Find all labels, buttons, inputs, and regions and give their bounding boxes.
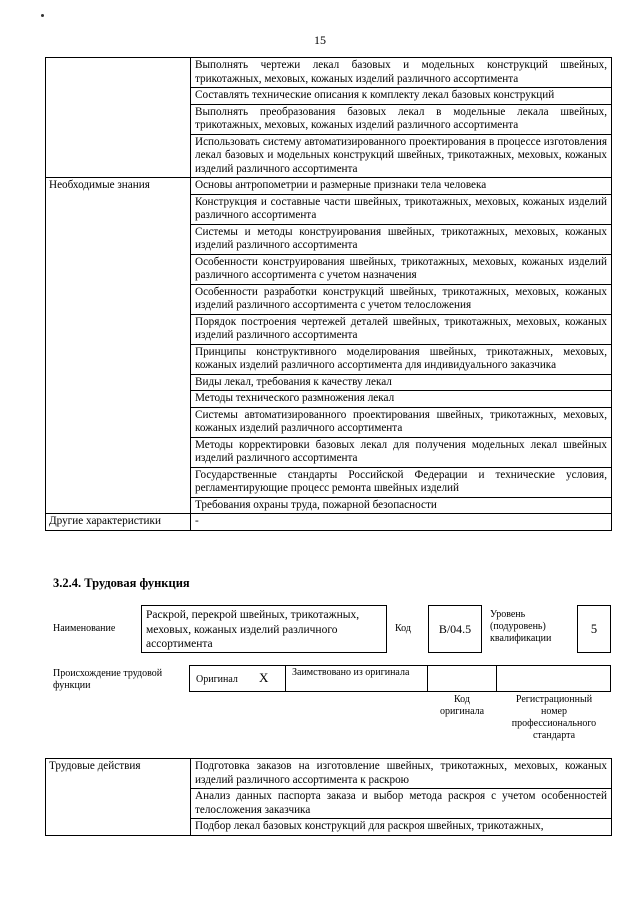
other-label: Другие характеристики xyxy=(46,514,191,531)
knowledge-item: Методы технического размножения лекал xyxy=(191,391,612,408)
function-name-box: Раскрой, перекрой швейных, трикотажных, меховых, кожаных изделий различного ассортимента xyxy=(141,605,387,653)
code-box: B/04.5 xyxy=(428,605,482,653)
knowledge-item: Основы антропометрии и размерные признаки тела человека xyxy=(191,178,612,195)
skill-item: Составлять технические описания к комплекту лекал базовых конструкций xyxy=(191,88,612,105)
skill-item: Использовать систему автоматизированного проектирования в процессе изготовления лекал базовых и модельных конструкций швейных, трикотажных, меховых, кожаных изделий различного ассортимента xyxy=(191,134,612,178)
knowledge-item: Требования охраны труда, пожарной безопасности xyxy=(191,497,612,514)
knowledge-item: Системы и методы конструирования швейных, трикотажных, меховых, кожаных изделий различного ассортимента xyxy=(191,224,612,254)
skill-item: Выполнять чертежи лекал базовых и модельных конструкций швейных, трикотажных, меховых, кожаных изделий различного ассортимента xyxy=(191,58,612,88)
code-original-cell xyxy=(427,665,497,692)
knowledge-item: Принципы конструктивного моделирования швейных, трикотажных, меховых, кожаных изделий различного ассортимента для индивидуального заказчика xyxy=(191,344,612,374)
knowledge-item: Особенности разработки конструкций швейных, трикотажных, меховых, кожаных изделий различного ассортимента с учетом телосложения xyxy=(191,284,612,314)
page-number: 15 xyxy=(314,33,326,47)
code-caption: Код оригинала xyxy=(439,694,485,717)
actions-label: Трудовые действия xyxy=(46,759,191,836)
knowledge-item: Виды лекал, требования к качеству лекал xyxy=(191,374,612,391)
level-box: 5 xyxy=(577,605,611,653)
borrowed-label: Заимствовано из оригинала xyxy=(292,667,410,678)
skill-item: Выполнять преобразования базовых лекал в модельные лекала швейных, трикотажных, меховых, кожаных изделий различного ассортимента xyxy=(191,104,612,134)
knowledge-item: Государственные стандарты Российской Федерации и технические условия, регламентирующие процесс ремонта швейных изделий xyxy=(191,467,612,497)
knowledge-item: Системы автоматизированного проектирования швейных, трикотажных, меховых, кожаных изделий различного ассортимента xyxy=(191,407,612,437)
action-item: Анализ данных паспорта заказа и выбор метода раскроя с учетом особенностей телосложения заказчика xyxy=(191,789,612,819)
code-label: Код xyxy=(395,623,411,634)
original-mark: X xyxy=(259,670,269,685)
knowledge-label: Необходимые знания xyxy=(46,178,191,514)
original-label: Оригинал xyxy=(196,674,238,685)
actions-table xyxy=(45,758,612,836)
knowledge-item: Порядок построения чертежей деталей швейных, трикотажных, меховых, кожаных изделий различного ассортимента xyxy=(191,314,612,344)
empty-label-cell xyxy=(46,58,191,178)
action-item: Подготовка заказов на изготовление швейных, трикотажных, меховых, кожаных изделий различного ассортимента к раскрою xyxy=(191,759,612,789)
scan-speck xyxy=(41,14,44,17)
name-label: Наименование xyxy=(53,623,116,634)
reg-caption: Регистрационный номер профессионального стандарта xyxy=(511,694,597,741)
knowledge-item: Особенности конструирования швейных, трикотажных, меховых, кожаных изделий различного ассортимента с учетом назначения xyxy=(191,254,612,284)
knowledge-item: Методы корректировки базовых лекал для получения модельных лекал швейных изделий различного ассортимента xyxy=(191,437,612,467)
other-value: - xyxy=(191,514,612,531)
knowledge-item: Конструкция и составные части швейных, трикотажных, меховых, кожаных изделий различного ассортимента xyxy=(191,194,612,224)
section-heading: 3.2.4. Трудовая функция xyxy=(53,576,190,590)
origin-label: Происхождение трудовой функции xyxy=(53,668,163,691)
action-item: Подбор лекал базовых конструкций для раскроя швейных, трикотажных, xyxy=(191,819,612,836)
competency-table xyxy=(45,57,612,531)
level-label: Уровень (подуровень) квалификации xyxy=(490,609,552,644)
